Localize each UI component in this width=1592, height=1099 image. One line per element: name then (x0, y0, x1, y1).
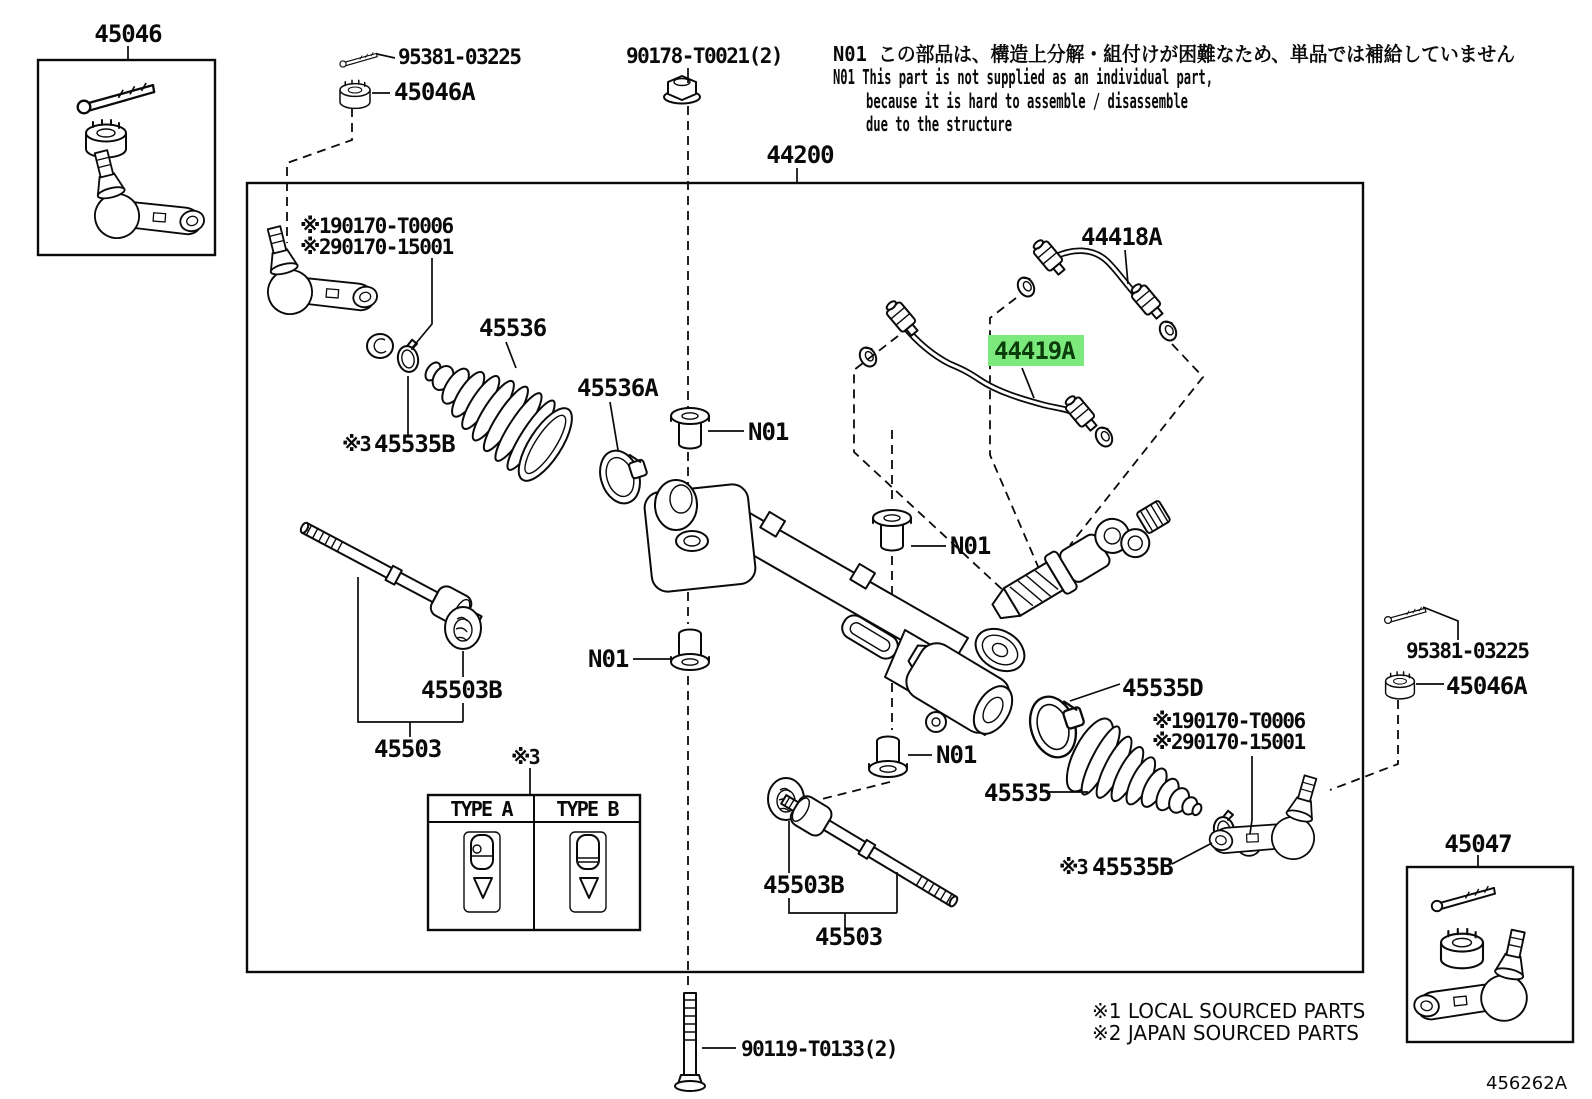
part-label-45046a-right[interactable]: 45046A (1446, 672, 1527, 700)
part-label-45503b-left[interactable]: 45503B (421, 676, 502, 704)
note-line-en3: due to the structure (866, 112, 1012, 136)
part-label-45503b-bottom[interactable]: 45503B (763, 871, 844, 899)
part-label-44419a[interactable]: 44419A (994, 337, 1075, 365)
tube-clip-icon (1093, 424, 1116, 449)
n01-callout-bottom: N01 (936, 741, 977, 769)
ref-label-290170-left[interactable]: ※290170-15001 (300, 235, 453, 259)
ref3-mark-type-table: ※3 (511, 745, 539, 769)
mount-bushing (873, 510, 911, 551)
n01-callout-top: N01 (748, 418, 789, 446)
ref-label-290170-right[interactable]: ※290170-15001 (1152, 730, 1305, 754)
note-line-jp: N01 この部品は、構造上分解・組付けが困難なため、単品では補給していません (833, 42, 1515, 66)
note-line-en1: N01 This part is not supplied as an individual part, (833, 65, 1213, 89)
part-label-90119[interactable]: 90119-T0133(2) (741, 1037, 898, 1061)
part-label-95381-left[interactable]: 95381-03225 (398, 45, 521, 69)
legend-local-sourced: ※1 LOCAL SOURCED PARTS (1092, 999, 1366, 1023)
mount-bushing (671, 408, 709, 449)
ref3-mark-right: ※3 (1059, 855, 1087, 879)
part-label-45536[interactable]: 45536 (479, 314, 547, 342)
part-label-45536a[interactable]: 45536A (577, 374, 658, 402)
flange-nut-icon (664, 76, 700, 104)
ref-label-190170-left[interactable]: ※190170-T0006 (300, 214, 453, 238)
part-label-45047[interactable]: 45047 (1444, 830, 1512, 858)
part-label-45503-bottom[interactable]: 45503 (815, 923, 883, 951)
type-a-clamp-illustration (464, 832, 500, 912)
part-label-44418a[interactable]: 44418A (1081, 223, 1162, 251)
mount-bolt (675, 993, 705, 1091)
ref3-mark-left: ※3 (342, 432, 370, 456)
steering-boot-left (405, 333, 582, 488)
mount-bushing (671, 630, 709, 671)
part-label-45046[interactable]: 45046 (94, 20, 162, 48)
note-line-en2: because it is hard to assemble / disassemble (866, 89, 1188, 113)
tube-clip-icon (1015, 274, 1038, 299)
claw-washer-left (445, 607, 481, 649)
part-label-45535[interactable]: 45535 (984, 779, 1052, 807)
ref-label-190170-right[interactable]: ※190170-T0006 (1152, 709, 1305, 733)
part-label-45535b-left[interactable]: 45535B (374, 430, 455, 458)
mount-bushing (869, 737, 907, 778)
tie-rod-end-45047-illustration (1412, 886, 1541, 1038)
type-b-header: TYPE B (556, 797, 618, 821)
boot-clamp-small-left (394, 339, 422, 374)
cotter-pin-icon (1385, 607, 1426, 623)
note-n01 (833, 42, 1515, 136)
type-a-header: TYPE A (450, 797, 512, 821)
construction-lines (287, 106, 1398, 990)
part-label-45535d[interactable]: 45535D (1122, 674, 1203, 702)
n01-callout-right: N01 (950, 532, 991, 560)
drawing-number: 456262A (1486, 1073, 1568, 1094)
rack-end-lock-nut-left (367, 334, 393, 358)
part-label-45503-left[interactable]: 45503 (374, 735, 442, 763)
part-label-90178[interactable]: 90178-T0021(2) (626, 44, 783, 68)
part-label-45046a-left[interactable]: 45046A (394, 78, 475, 106)
boot-clamp-large-left (594, 443, 654, 509)
legend-japan-sourced: ※2 JAPAN SOURCED PARTS (1092, 1021, 1360, 1045)
part-label-44200[interactable]: 44200 (766, 141, 834, 169)
tube-clip-icon (1157, 318, 1180, 343)
tie-rod-end-45046-illustration (78, 83, 207, 256)
castle-nut-icon (340, 80, 370, 108)
part-label-95381-right[interactable]: 95381-03225 (1406, 639, 1529, 663)
castle-nut-icon (1386, 672, 1415, 699)
part-label-45535b-right[interactable]: 45535B (1092, 853, 1173, 881)
cotter-pin-icon (340, 52, 377, 67)
highlighted-part-44419a[interactable] (988, 335, 1084, 366)
type-b-clamp-illustration (570, 832, 606, 912)
n01-callout-left: N01 (588, 645, 629, 673)
rack-housing (643, 480, 1032, 741)
